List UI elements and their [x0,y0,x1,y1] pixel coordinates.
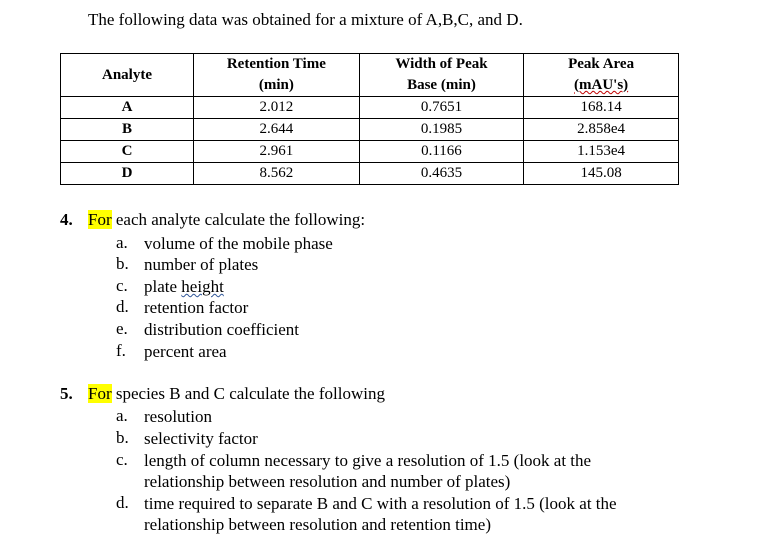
list-item-text [144,493,617,535]
question-4-lead [88,210,365,230]
analyte-cell: B [61,119,194,141]
header-peak-width [359,54,523,97]
retention-time-cell: 2.012 [193,97,359,119]
header-width-line1: Width of Peak [395,56,488,72]
peak-width-cell: 0.1166 [359,141,523,163]
list-marker: d. [116,297,129,316]
list-marker: a. [116,233,128,252]
peak-area-cell: 2.858e4 [524,119,679,141]
peak-area-cell: 1.153e4 [524,141,679,163]
table-header-row [61,54,679,97]
analyte-cell: D [61,163,194,185]
table-row [61,97,679,119]
peak-area-cell: 145.08 [524,163,679,185]
analyte-cell: A [61,97,194,119]
list-item-text: number of plates [144,255,259,274]
highlight-for: For [88,384,112,403]
list-marker: e. [116,319,128,338]
list-marker: c. [116,276,128,295]
question-5-text: species B and C calculate the following [111,384,385,403]
list-item-text [144,450,591,492]
list-marker: f. [116,341,126,360]
table-row [61,163,679,185]
header-width-line2: Base (min) [407,77,476,93]
header-rt-line1: Retention Time [226,56,326,72]
header-rt-line2: (min) [258,77,294,93]
list-marker: b. [116,254,129,273]
retention-time-cell: 2.961 [193,141,359,163]
data-table [60,53,679,185]
list-item-text: percent area [144,342,227,361]
table-row [61,119,679,141]
list-item-line: relationship between resolution and number of plates) [144,472,511,491]
peak-area-cell: 168.14 [524,97,679,119]
header-retention-time [193,54,359,97]
analyte-cell: C [61,141,194,163]
table-row [61,141,679,163]
question-5-number: 5. [60,384,73,403]
question-4-number: 4. [60,210,73,229]
list-item-text: distribution coefficient [144,320,300,339]
question-4-text: each analyte calculate the following: [111,210,366,229]
list-marker: c. [116,450,128,469]
peak-width-cell: 0.7651 [359,97,523,119]
list-item-text: retention factor [144,298,249,317]
peak-width-cell: 0.1985 [359,119,523,141]
list-item-text-part: plate [144,277,182,296]
question-5-lead [88,384,385,404]
retention-time-cell: 2.644 [193,119,359,141]
intro-text: The following data was obtained for a mixture of A,B,C, and D. [88,10,523,29]
header-analyte: Analyte [61,54,194,97]
list-item-text-part: height [181,277,224,296]
retention-time-cell: 8.562 [193,163,359,185]
list-item-text: volume of the mobile phase [144,234,333,253]
list-marker: b. [116,428,129,447]
list-item-text [144,276,224,297]
highlight-for: For [88,210,112,229]
peak-width-cell: 0.4635 [359,163,523,185]
header-area-line2: (mAU's) [574,77,629,93]
list-marker: a. [116,406,128,425]
header-peak-area [524,54,679,97]
list-item-line: length of column necessary to give a resolution of 1.5 (look at the [144,451,592,470]
list-item-text: selectivity factor [144,429,258,448]
list-marker: d. [116,493,129,512]
list-item-line: relationship between resolution and retention time) [144,515,491,534]
list-item-text: resolution [144,407,212,426]
header-area-line1: Peak Area [568,56,635,72]
list-item-line: time required to separate B and C with a resolution of 1.5 (look at the [144,494,617,513]
